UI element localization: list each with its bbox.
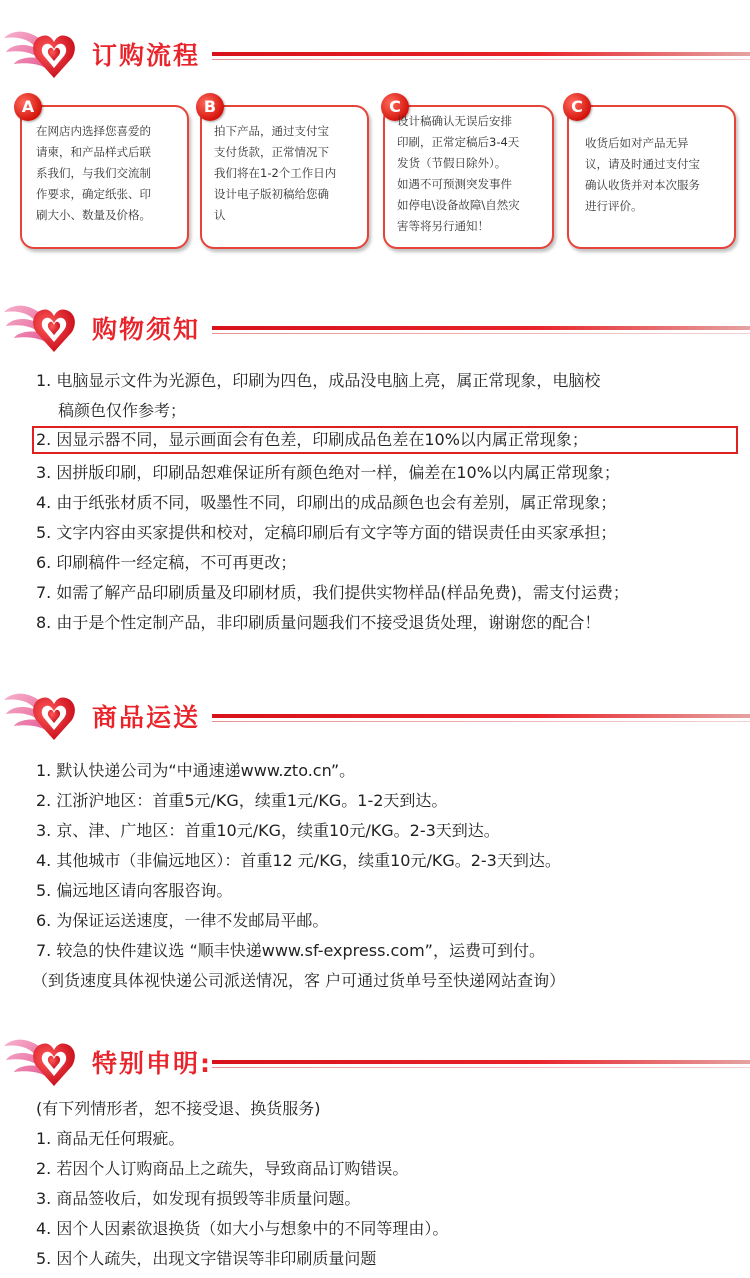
list-item: 5. 偏远地区请向客服咨询。 bbox=[36, 881, 233, 900]
header-divider bbox=[212, 326, 750, 330]
step-line: 认 bbox=[214, 208, 226, 222]
winged-heart-icon bbox=[0, 18, 100, 88]
step-line: 作要求，确定纸张、印 bbox=[36, 187, 151, 201]
list-item: 5. 因个人疏失，出现文字错误等非印刷质量问题 bbox=[36, 1249, 377, 1268]
step-badge-a: A bbox=[14, 93, 42, 121]
step-line: 设计电子版初稿给您确 bbox=[214, 187, 329, 201]
step-line: 害等将另行通知！ bbox=[397, 219, 489, 233]
section-title-shipping: 商品运送 bbox=[92, 703, 201, 732]
step-line: 系我们，与我们交流制 bbox=[36, 166, 151, 180]
winged-heart-icon bbox=[0, 680, 100, 750]
step-line: 拍下产品，通过支付宝 bbox=[214, 124, 329, 138]
step-line: 如停电\设备故障\自然灾 bbox=[397, 198, 520, 212]
step-line: 如遇不可预测突发事件 bbox=[397, 177, 512, 191]
step-card-c bbox=[383, 97, 554, 249]
list-item: 7. 较急的快件建议选 “顺丰快递www.sf-express.com”，运费可到付。 bbox=[36, 941, 545, 960]
statement-list bbox=[36, 1094, 746, 1274]
header-divider-thin bbox=[212, 333, 750, 334]
notice-list bbox=[36, 366, 746, 638]
header-divider bbox=[212, 714, 750, 718]
header-divider-thin bbox=[212, 1067, 750, 1068]
order-process-header bbox=[0, 18, 750, 88]
winged-heart-icon bbox=[0, 292, 100, 362]
list-item: 3. 因拼版印刷，印刷品恕难保证所有颜色绝对一样，偏差在10%以内属正常现象； bbox=[36, 463, 620, 482]
section-title-statement: 特别申明: bbox=[92, 1049, 212, 1078]
step-line: 设计稿确认无误后安排 bbox=[397, 114, 512, 128]
list-item: 1. 电脑显示文件为光源色，印刷为四色，成品没电脑上亮，属正常现象，电脑校 bbox=[36, 371, 601, 390]
list-item: 6. 印刷稿件一经定稿，不可再更改； bbox=[36, 553, 297, 572]
step-card-b bbox=[200, 97, 369, 249]
shipping-list bbox=[32, 756, 746, 996]
winged-heart-icon bbox=[0, 1026, 100, 1096]
step-line: 议，请及时通过支付宝 bbox=[585, 157, 700, 171]
step-line: 在网店内选择您喜爱的 bbox=[36, 124, 151, 138]
list-item: 1. 默认快递公司为“中通速递www.zto.cn”。 bbox=[36, 761, 356, 780]
step-line: 发货（节假日除外）。 bbox=[397, 156, 507, 170]
shopping-notice-header bbox=[0, 292, 750, 362]
section-title-order: 订购流程 bbox=[92, 41, 201, 70]
header-divider bbox=[212, 1060, 750, 1064]
step-badge-b: B bbox=[196, 93, 224, 121]
special-statement-header bbox=[0, 1026, 750, 1096]
step-line: 印刷，正常定稿后3-4天 bbox=[397, 135, 520, 149]
step-card-d bbox=[567, 97, 736, 249]
step-line: 确认收货并对本次服务 bbox=[585, 178, 700, 192]
list-item: 4. 其他城市（非偏远地区）：首重12 元/KG，续重10元/KG。2-3天到达。 bbox=[36, 851, 561, 870]
step-line: 收货后如对产品无异 bbox=[585, 136, 689, 150]
step-card-a bbox=[20, 97, 189, 249]
list-item: 2. 若因个人订购商品上之疏失，导致商品订购错误。 bbox=[36, 1159, 409, 1178]
list-item: 4. 因个人因素欲退换货（如大小与想象中的不同等理由）。 bbox=[36, 1219, 449, 1238]
header-divider bbox=[212, 52, 750, 56]
step-line: 刷大小、数量及价格。 bbox=[36, 208, 151, 222]
list-item-highlighted-wrap bbox=[36, 426, 746, 458]
step-line: 我们将在1-2个工作日内 bbox=[214, 166, 337, 180]
list-item: 稿颜色仅作参考； bbox=[58, 401, 187, 420]
section-title-notice: 购物须知 bbox=[92, 315, 201, 344]
step-line: 请柬，和产品样式后联 bbox=[36, 145, 151, 159]
list-item-note: （到货速度具体视快递公司派送情况，客 户可通过货单号至快递网站查询） bbox=[32, 971, 566, 990]
step-badge-c: C bbox=[381, 93, 409, 121]
shipping-header bbox=[0, 680, 750, 750]
list-item-highlighted: 2. 因显示器不同，显示画面会有色差，印刷成品色差在10%以内属正常现象； bbox=[32, 426, 738, 454]
step-line: 进行评价。 bbox=[585, 199, 643, 213]
header-divider-thin bbox=[212, 721, 750, 722]
header-divider-thin bbox=[212, 59, 750, 60]
list-item-intro: (有下列情形者，恕不接受退、换货服务) bbox=[36, 1099, 321, 1118]
list-item: 5. 文字内容由买家提供和校对，定稿印刷后有文字等方面的错误责任由买家承担； bbox=[36, 523, 617, 542]
list-item: 7. 如需了解产品印刷质量及印刷材质，我们提供实物样品(样品免费)，需支付运费； bbox=[36, 583, 629, 602]
list-item: 2. 江浙沪地区：首重5元/KG，续重1元/KG。1-2天到达。 bbox=[36, 791, 448, 810]
list-item: 3. 商品签收后，如发现有损毁等非质量问题。 bbox=[36, 1189, 361, 1208]
list-item: 1. 商品无任何瑕疵。 bbox=[36, 1129, 185, 1148]
step-line: 支付货款，正常情况下 bbox=[214, 145, 329, 159]
list-item: 3. 京、津、广地区：首重10元/KG，续重10元/KG。2-3天到达。 bbox=[36, 821, 500, 840]
list-item: 4. 由于纸张材质不同，吸墨性不同，印刷出的成品颜色也会有差别，属正常现象； bbox=[36, 493, 617, 512]
list-item: 8. 由于是个性定制产品，非印刷质量问题我们不接受退货处理，谢谢您的配合！ bbox=[36, 613, 601, 632]
list-item: 6. 为保证运送速度，一律不发邮局平邮。 bbox=[36, 911, 329, 930]
step-badge-d: C bbox=[563, 93, 591, 121]
